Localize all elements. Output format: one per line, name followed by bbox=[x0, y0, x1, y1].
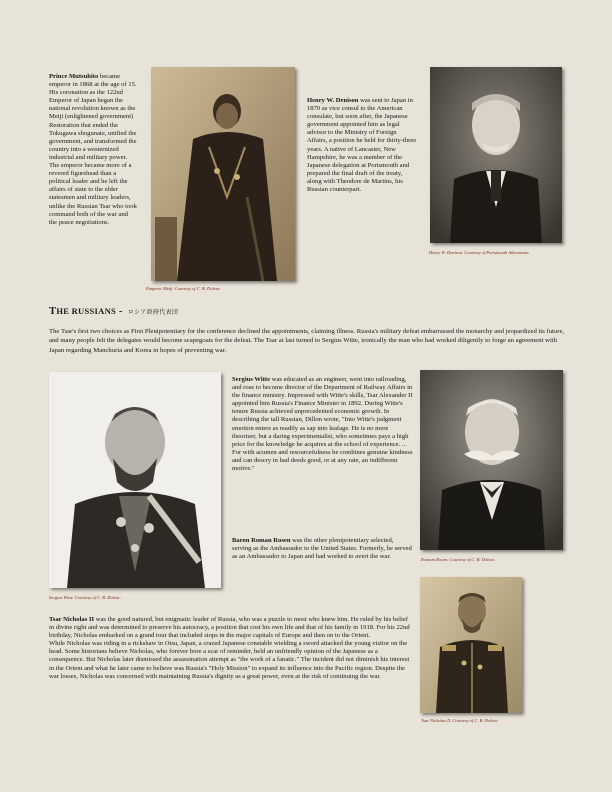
rosen-text bbox=[232, 537, 414, 561]
denison-photo bbox=[430, 67, 562, 243]
rosen-photo bbox=[420, 370, 563, 550]
witte-caption: Sergius Witte. Courtesy of C. B. Doleac. bbox=[49, 595, 122, 600]
nicholas-name: Tsar Nicholas II bbox=[49, 616, 95, 623]
denison-caption: Henry W. Denison. Courtesy of Portsmouth Athenaeum. bbox=[429, 250, 530, 255]
witte-text bbox=[232, 376, 414, 473]
meiji-name: Prince Mutsuhito bbox=[49, 73, 99, 80]
rosen-bio: was the other plenipotentiary selected, serving as the Ambassador to the United States. Formerly, he served as an Ambassador to Japan and had worked to avert the war. bbox=[232, 537, 412, 561]
meiji-text bbox=[49, 73, 137, 227]
meiji-bio: became emperor in 1868 at the age of 15. His coronation as the 122nd Emperor of Japan began the national revolution known as the Meiji (enlightened government) Restoration that ended the Tokugawa shogunate, unified the government, and transformed the country into a westernized industrial and military power. The emperor became more of a revered figurehead than a political leader and he left the affairs of state to the elder statesmen and military leaders, unlike the Russian Tsar who took command both of the war and the peace negotiations. bbox=[49, 73, 137, 226]
nicholas-bio-2: While Nicholas was riding in a rickshaw in Otsu, Japan, a crazed Japanese constable wielding a sword attacked the young visitor on the head. Some historians believe Nicholas, who forever bore a scar of reminder, held an unfriendly opinion of the Japanese as a consequence. But Nicholas later dismissed the assassination attempt as "the work of a fanatic." The incident did not diminish his interest in the Orient and what he later came to believe was Russia's "Holy Mission" to expand its influence into the Pacific region. Despite the war losses, Nicholas was concerned with maintaining Russia's dignity as a great power, even at the risk of continuing the war. bbox=[49, 640, 410, 680]
rosen-caption: Romain Rosen. Courtesy of C. B. Doleac. bbox=[421, 557, 496, 562]
denison-bio: was sent to Japan in 1870 as vice consul to the American consulate, but soon after, the Japanese government appointed him as legal advisor to the Ministry of Foreign Affairs, a position he held for thirty-three years. A native of Lancaster, New Hampshire, he was a member of the Japanese delegation at Portsmouth and prepared the final draft of the treaty, along with Theodore de Martins, his Russian counterpart. bbox=[307, 97, 417, 194]
witte-bio: was educated as an engineer, went into railroading, and rose to become director of the Department of Railway Affairs in the finance ministry. Impressed with Witte's skills, Tsar Alexander II appointed him Russia's Finance Minister in 1892. During Witte's tenure Russia achieved unprecedented economic growth. In describing the tall Russian, Dillon wrote, "Into Witte's judgment emotion enters as readily as sap into leafage. He is no mere theorizer, but a daring experimentalist, who sometimes pays a high price for the knowledge he acquires at the school of experience. ... For with acumen and resourcefulness he combines genuine kindness and can descry in bad deeds good, or at any rate, an indifferent motive." bbox=[232, 376, 413, 473]
denison-name: Henry W. Denison bbox=[307, 97, 359, 104]
nicholas-text bbox=[49, 616, 411, 681]
section-title-japanese: ロシア政府代表団 bbox=[127, 309, 179, 316]
nicholas-photo bbox=[420, 577, 522, 713]
section-intro: The Tsar's first two choices as First Plenipotentiary for the conference declined the appointments, claiming illness. Russia's military defeat embarrassed the monarchy and jeopardized its future, and many people felt the delegates would become scapegoats for the defeat. The Tsar at last turned to Sergius Witte, ironically the man who had worked diligently to forge an agreement with Japan regarding Manchuria and Korea in hopes of preventing war. bbox=[49, 328, 565, 354]
meiji-caption: Emperor Meiji. Courtesy of C. B. Doleac. bbox=[146, 286, 222, 291]
nicholas-bio-1: was the good natured, but enigmatic leader of Russia, who was a puzzle to most who knew him. He ruled by his belief in divine right and was determined to preserve his autocracy, a position that cost his own life and that of his family in 1918. For his 22nd birthday, Nicholas embarked on a grand tour that included stops in the major capitals of Europe and then on to the Orient. bbox=[49, 616, 410, 640]
rosen-name: Baron Roman Rosen bbox=[232, 537, 291, 544]
nicholas-caption: Tsar Nicholas II. Courtesy of C. B. Doleac. bbox=[421, 718, 499, 723]
section-title: THE RUSSIANS - ロシア政府代表団 bbox=[49, 306, 179, 317]
meiji-photo bbox=[151, 67, 295, 281]
denison-text bbox=[307, 97, 417, 194]
witte-name: Sergius Witte bbox=[232, 376, 271, 383]
witte-photo bbox=[49, 372, 221, 588]
